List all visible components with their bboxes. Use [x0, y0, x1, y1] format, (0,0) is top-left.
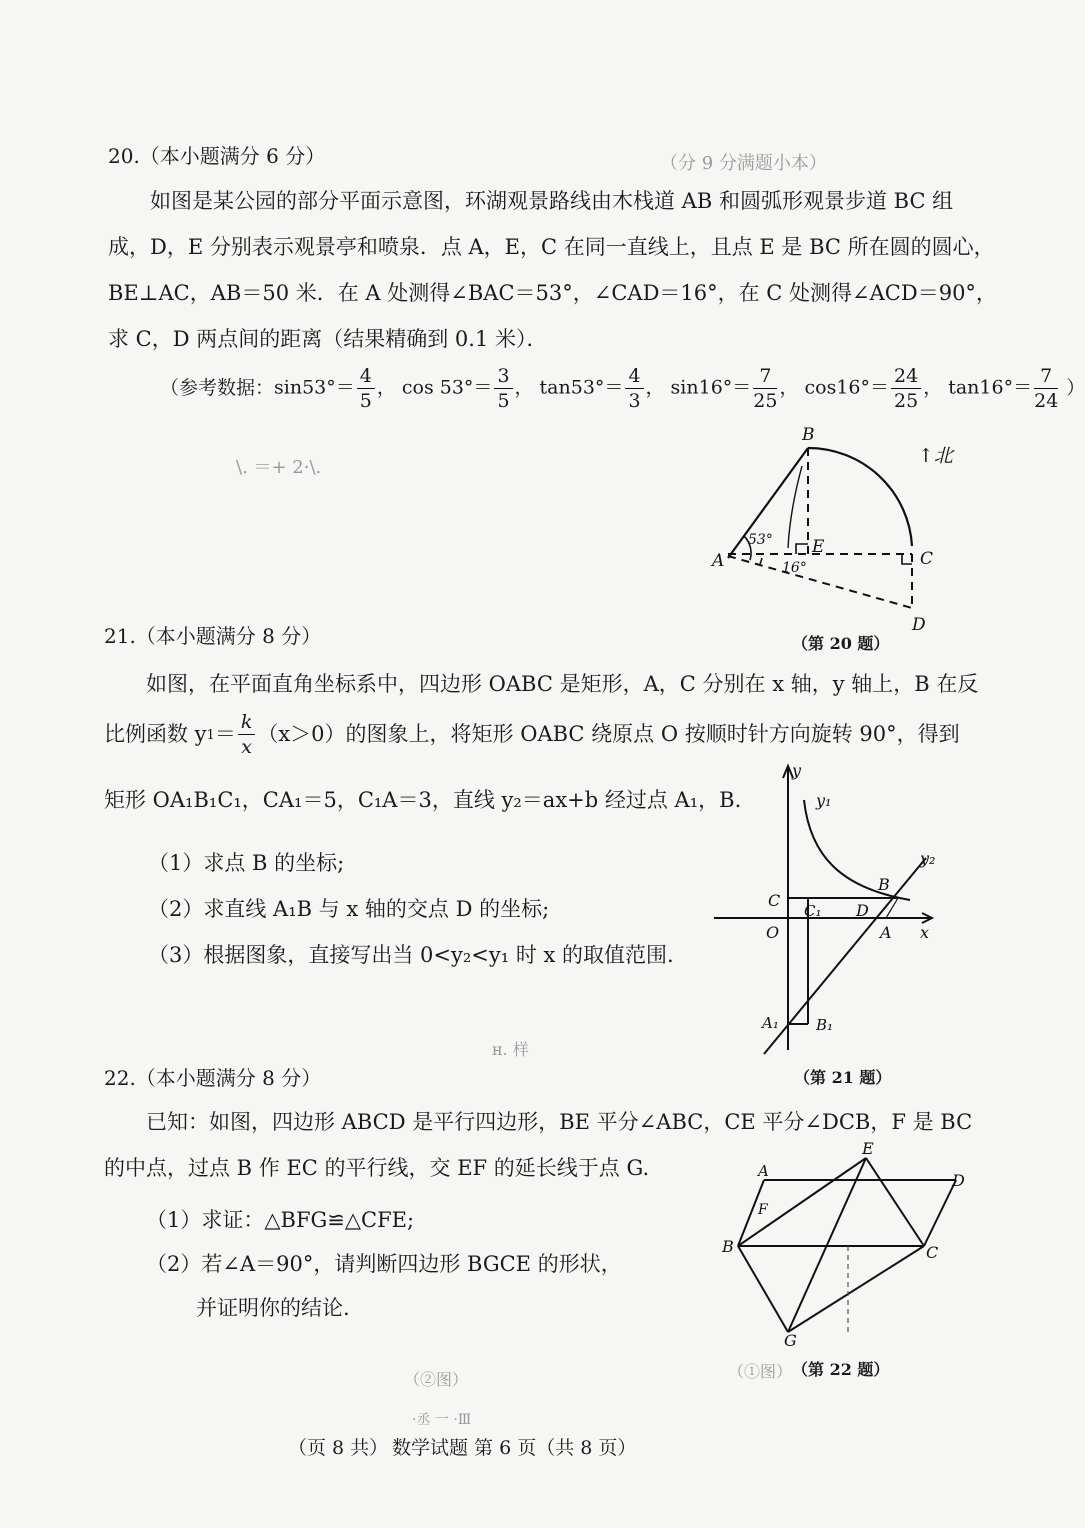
ref-frac	[625, 364, 643, 413]
angle-16-arc	[760, 558, 762, 564]
segment-ce	[866, 1158, 924, 1246]
ref-den: 24	[1034, 389, 1059, 412]
ref-num: 4	[357, 364, 375, 389]
angle-16-label: 16°	[782, 560, 807, 576]
label-y1: y₁	[816, 791, 832, 810]
segment-bg	[738, 1246, 788, 1332]
q21-line-2-sub: 1	[206, 728, 215, 743]
q22-item-2: （2）若∠A＝90°，请判断四边形 BGCE 的形状，	[146, 1252, 622, 1276]
ref-den: 3	[628, 389, 641, 412]
q21-mark: н. 样	[492, 1040, 529, 1059]
angle-53-label: 53°	[748, 532, 773, 548]
q21-frac-den: x	[241, 735, 252, 758]
ref-sep: ，	[923, 376, 943, 398]
label-c1: C₁	[804, 902, 822, 920]
ref-frac	[891, 364, 921, 413]
footer-bleed: （页 8 共）	[288, 1437, 389, 1459]
footer-small: ·丞 一 ·Ⅲ	[412, 1412, 472, 1428]
ref-frac	[357, 364, 375, 413]
label-a: A	[712, 551, 725, 571]
segment-ba	[886, 898, 898, 918]
page-footer: 数学试题 第 6 页（共 8 页）	[392, 1437, 637, 1459]
q21-caption: （第 21 题）	[794, 1068, 892, 1087]
ref-fn: cos16°＝	[804, 376, 890, 398]
q21-line-2-eq: ＝	[214, 722, 236, 746]
q22-figure	[700, 1140, 980, 1352]
label-e: E	[812, 537, 825, 557]
ref-fn: sin16°＝	[670, 376, 752, 398]
label-b: B	[722, 1237, 734, 1256]
label-c: C	[926, 1243, 939, 1262]
label-c: C	[920, 549, 934, 569]
q21-line-2-pre: 比例函数 y	[104, 722, 207, 746]
label-x: x	[920, 923, 930, 942]
q22-header: 22.（本小题满分 8 分）	[104, 1066, 322, 1090]
label-o: O	[766, 923, 780, 942]
right-angle-c	[902, 554, 912, 564]
label-y: y	[792, 761, 802, 780]
q22-item-3: 并证明你的结论.	[196, 1296, 350, 1320]
q22-item-1: （1）求证：△BFG≌△CFE;	[146, 1208, 415, 1232]
ref-den: 5	[359, 389, 372, 412]
label-a: A	[758, 1162, 769, 1180]
ref-sep: ，	[514, 376, 534, 398]
label-d: D	[856, 901, 869, 920]
ref-sep: ，	[645, 376, 665, 398]
ref-frac	[1034, 364, 1058, 413]
ref-fn: cos 53°＝	[401, 376, 493, 398]
segment-ad	[728, 556, 912, 608]
north-arrow-icon: ↑北	[918, 445, 953, 467]
q20-scribble: \. ＝+ 2·\.	[236, 457, 322, 478]
q20-line-4: 求 C，D 两点间的距离（结果精确到 0.1 米）．	[108, 327, 548, 351]
ref-fn: tan16°＝	[948, 376, 1033, 398]
q21-line-3: 矩形 OA₁B₁C₁，CA₁＝5，C₁A＝3，直线 y₂＝ax+b 经过点 A₁，B.	[104, 788, 742, 812]
q20-stamp: （分 9 分满题小本）	[660, 153, 827, 174]
q21-line-2-post: （x＞0）的图象上，将矩形 OABC 绕原点 O 按顺时针方向旋转 90°，得到	[257, 722, 960, 746]
ref-den: 5	[497, 389, 510, 412]
inner-arc-stroke	[788, 466, 802, 548]
q22-line-1: 已知：如图，四边形 ABCD 是平行四边形，BE 平分∠ABC，CE 平分∠DCB，F 是 BC	[146, 1110, 973, 1134]
q20-figure	[690, 420, 980, 640]
label-e: E	[862, 1139, 874, 1158]
q20-header: 20.（本小题满分 6 分）	[108, 144, 326, 168]
label-a: A	[880, 923, 892, 942]
q21-figure	[700, 760, 950, 1060]
q22-caption: （第 22 题）	[792, 1360, 890, 1379]
ref-suffix: ）	[1066, 377, 1085, 399]
q20-line-3: BE⊥AC，AB＝50 米．在 A 处测得∠BAC＝53°，∠CAD＝16°，在 C 处测得∠ACD＝90°，	[108, 281, 997, 305]
q22-line-2: 的中点，过点 B 作 EC 的平行线，交 EF 的延长线于点 G.	[104, 1156, 650, 1180]
label-g: G	[784, 1331, 797, 1350]
right-angle-e	[796, 544, 808, 554]
q20-reference-data	[160, 358, 1085, 418]
ref-prefix: （参考数据：	[160, 377, 275, 399]
ref-num: 3	[494, 364, 512, 389]
label-a1: A₁	[762, 1014, 779, 1032]
q20-line-1: 如图是某公园的部分平面示意图，环湖观景路线由木栈道 AB 和圆弧形观景步道 BC 组	[150, 189, 954, 213]
label-d: D	[912, 615, 926, 635]
ref-den: 25	[753, 389, 778, 412]
label-b: B	[878, 875, 890, 894]
ref-sep: ，	[779, 376, 799, 398]
ref-sep: ，	[376, 376, 396, 398]
q20-line-2: 成，D，E 分别表示观景亭和喷泉．点 A，E，C 在同一直线上，且点 E 是 BC 所在圆的圆心，	[108, 235, 995, 259]
q21-item-1: （1）求点 B 的坐标;	[148, 851, 345, 875]
ref-frac	[494, 364, 512, 413]
q21-header: 21.（本小题满分 8 分）	[104, 624, 322, 648]
label-c: C	[768, 891, 781, 910]
q21-frac-num: k	[238, 710, 256, 735]
ref-frac	[753, 364, 777, 413]
q21-k-over-x	[238, 710, 256, 759]
q22-bleed-right: （①图）	[728, 1362, 793, 1381]
label-f: F	[758, 1202, 768, 1218]
ref-fn: sin53°＝	[274, 376, 355, 398]
q20-caption: （第 20 题）	[792, 634, 890, 653]
arc-bc	[808, 448, 912, 546]
q21-line-2	[104, 706, 960, 762]
q22-bleed-left: （②图）	[404, 1370, 469, 1389]
curve-y1	[804, 800, 910, 900]
label-b1: B₁	[816, 1016, 834, 1034]
q21-item-2: （2）求直线 A₁B 与 x 轴的交点 D 的坐标;	[148, 897, 550, 921]
q21-line-1: 如图，在平面直角坐标系中，四边形 OABC 是矩形，A，C 分别在 x 轴，y 轴上，B 在反	[146, 672, 979, 696]
ref-fn: tan53°＝	[539, 376, 624, 398]
ref-num: 7	[753, 364, 777, 389]
label-d: D	[952, 1171, 965, 1190]
segment-cg	[788, 1246, 924, 1332]
ref-num: 7	[1034, 364, 1058, 389]
label-y2: y₂	[920, 849, 936, 868]
q21-item-3: （3）根据图象，直接写出当 0<y₂<y₁ 时 x 的取值范围.	[148, 943, 674, 967]
label-b: B	[802, 425, 815, 445]
ref-den: 25	[894, 389, 919, 412]
ref-num: 24	[891, 364, 921, 389]
ref-num: 4	[625, 364, 643, 389]
